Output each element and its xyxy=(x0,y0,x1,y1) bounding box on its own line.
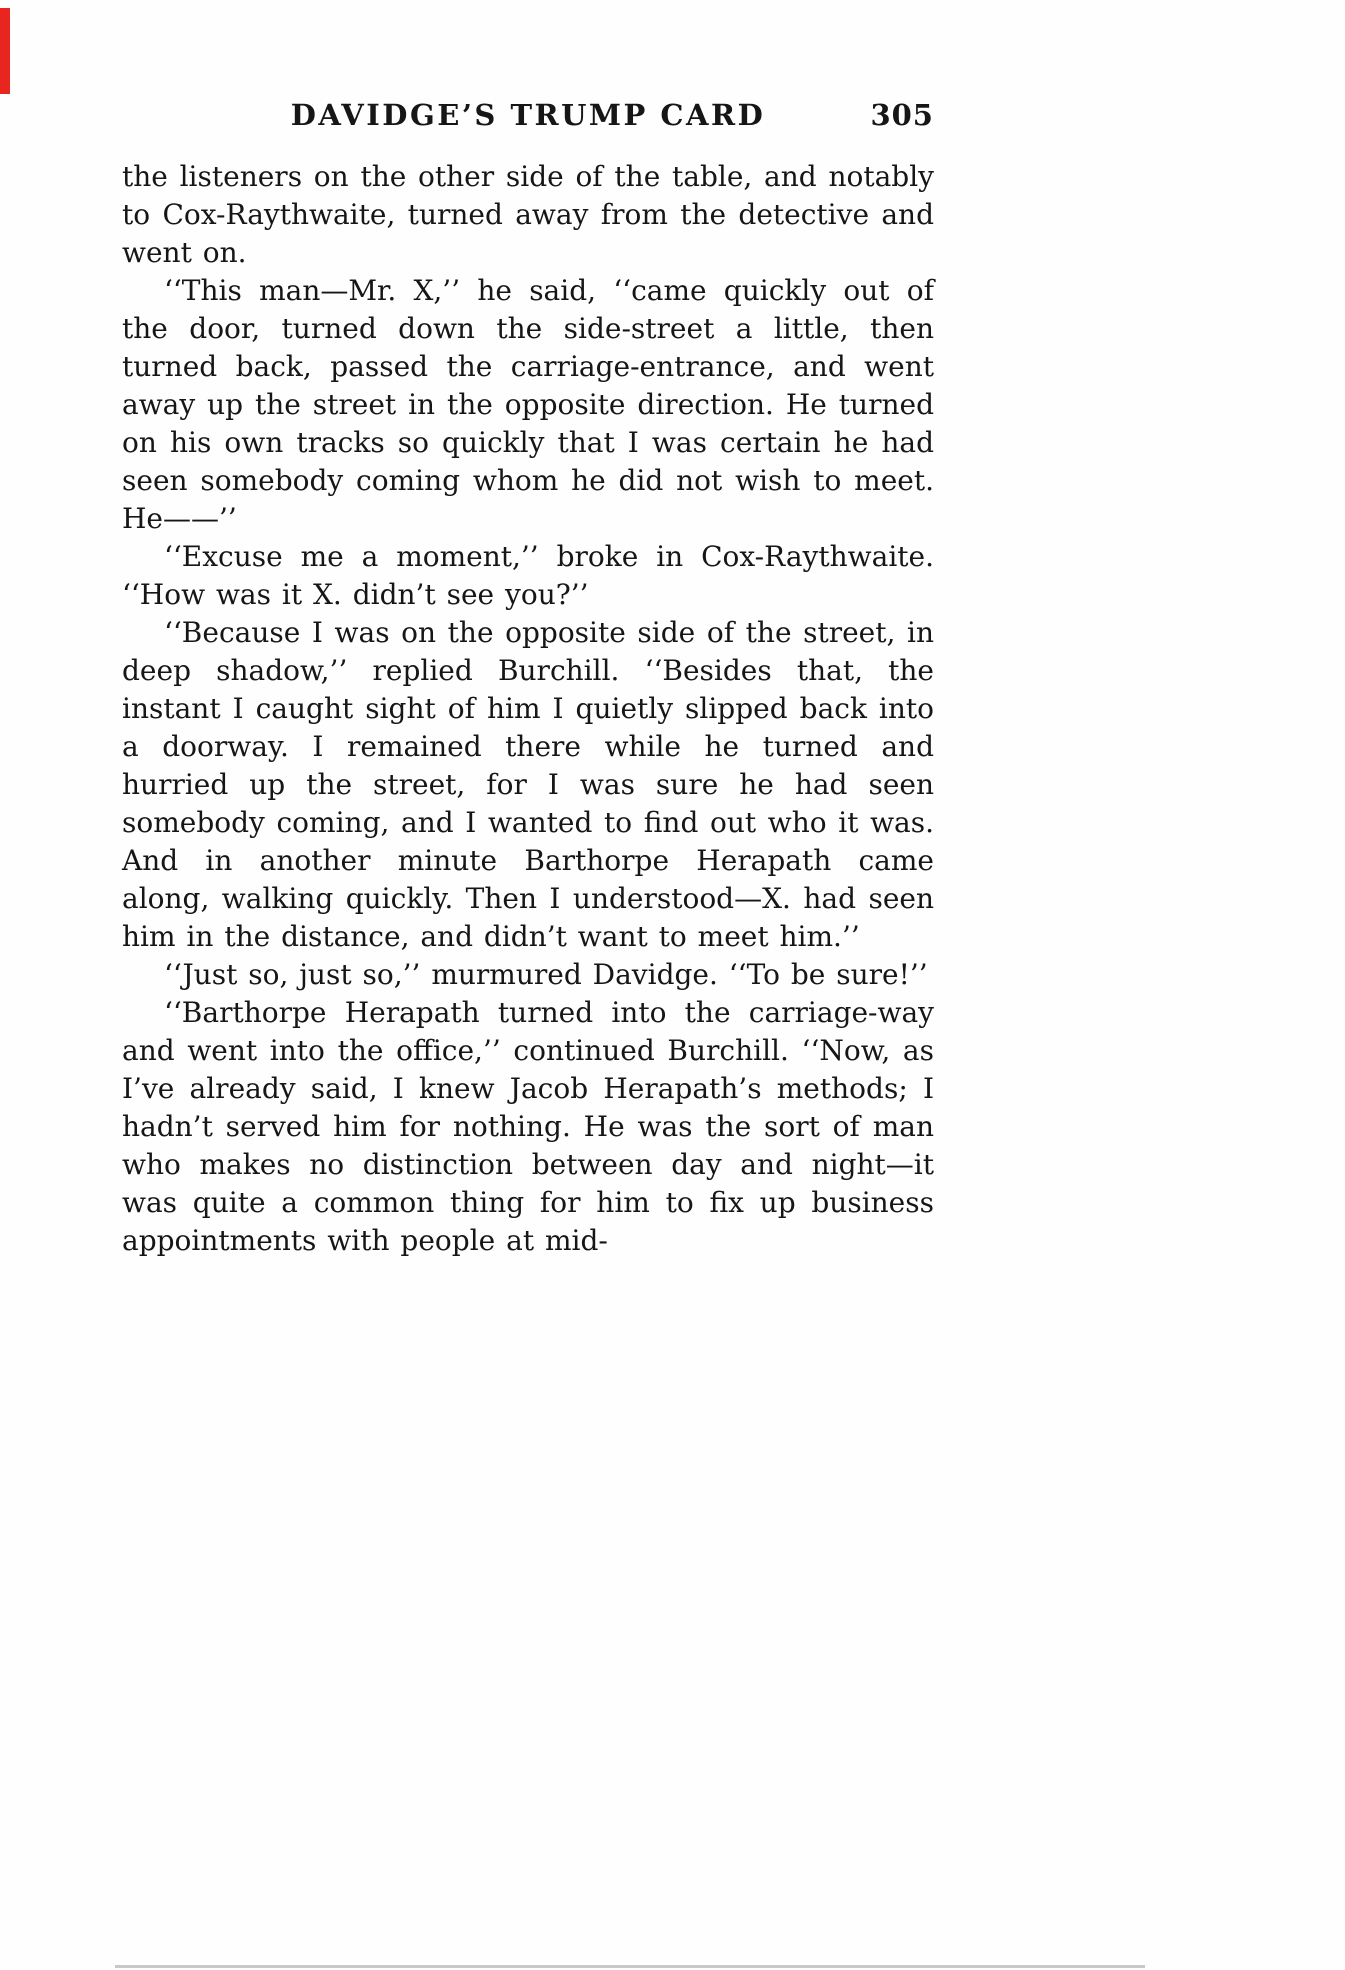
running-title: DAVIDGE’S TRUMP CARD xyxy=(290,98,766,132)
scan-artifact-red xyxy=(0,8,10,94)
paragraph: ‘‘Because I was on the opposite side of the street, in deep shadow,’’ replied Burchill. ‘‘Besides that, the instant I caught sight of him I quietly slipped back into a doorway. I remained there while he turned and hurried up the street, for I was sure he had seen somebody coming, and I wanted to find out who it was. And in another minute Barthorpe Herapath came along, walking quickly. Then I understood—X. had seen him in the distance, and didn’t want to meet him.’’ xyxy=(122,616,934,953)
page-body xyxy=(122,158,934,1260)
text-block xyxy=(122,98,934,1260)
paragraph: the listeners on the other side of the table, and notably to Cox-Raythwaite, turned away from the detective and went on. xyxy=(122,160,934,269)
running-header xyxy=(122,98,934,142)
paragraph: ‘‘This man—Mr. X,’’ he said, ‘‘came quickly out of the door, turned down the side-street a little, then turned back, passed the carriage-entrance, and went away up the street in the opposite direction. He turned on his own tracks so quickly that I was certain he had seen somebody coming whom he did not wish to meet. He——’’ xyxy=(122,274,934,535)
paragraph: ‘‘Excuse me a moment,’’ broke in Cox-Raythwaite. ‘‘How was it X. didn’t see you?’’ xyxy=(122,540,934,611)
paragraph: ‘‘Barthorpe Herapath turned into the carriage-way and went into the office,’’ continued Burchill. ‘‘Now, as I’ve already said, I knew Jacob Herapath’s methods; I hadn’t served him for nothing. He was the sort of man who makes no distinction between day and night—it was quite a common thing for him to fix up business appointments with people at mid- xyxy=(122,996,934,1257)
page-number: 305 xyxy=(870,98,934,132)
paragraph: ‘‘Just so, just so,’’ murmured Davidge. ‘‘To be sure!’’ xyxy=(164,958,928,991)
scan-artifact-bottom-edge xyxy=(115,1965,1145,1968)
